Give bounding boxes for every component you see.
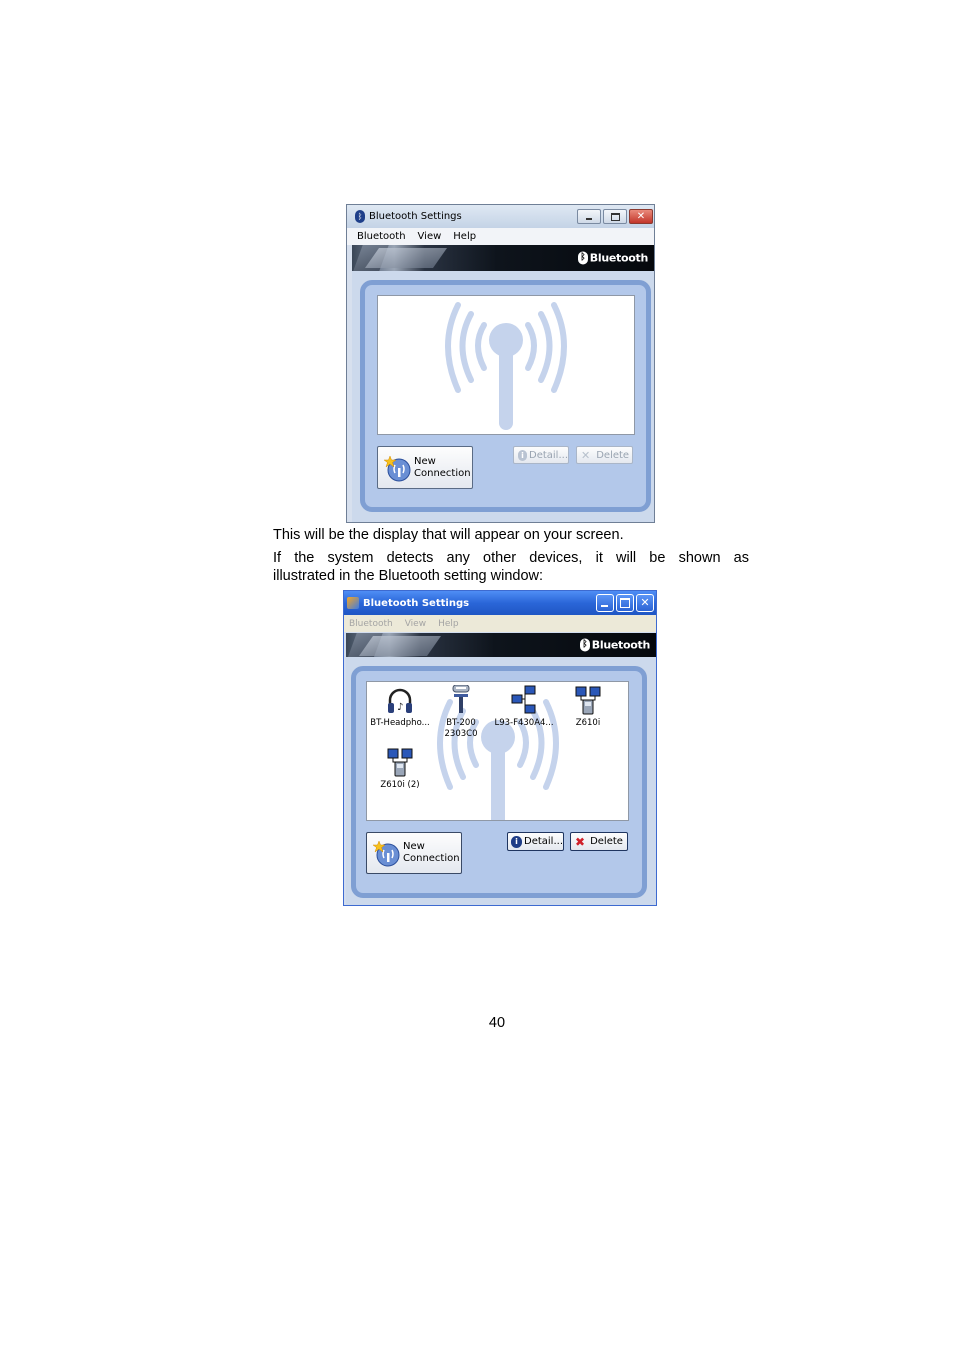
headphones-icon [386,687,414,715]
menu-bar [347,228,654,245]
delete-x-icon: ✕ [581,448,591,462]
device-item-z610i-2[interactable] [366,747,434,791]
detail-button[interactable] [507,832,564,851]
devices-panel [351,666,647,898]
bluetooth-rune-icon: ᛒ [578,252,588,265]
menu-view[interactable]: View [417,231,442,242]
minimize-button[interactable] [596,594,614,612]
maximize-button[interactable] [616,594,634,612]
caption-1: This will be the display that will appear on your screen. [273,527,624,543]
info-icon: i [511,836,522,848]
brand-text: Bluetooth [591,638,650,652]
device-label: Z610i [575,718,601,728]
device-list[interactable] [377,295,635,435]
delete-button[interactable] [576,446,633,464]
window-title: Bluetooth Settings [369,211,462,222]
new-connection-label-line2: Connection [414,467,471,479]
device-label: L93-F430A4... [494,718,554,728]
device-label: Z610i (2) [380,780,420,790]
new-connection-icon [384,454,412,482]
bluetooth-rune-icon: ᛒ [580,639,590,652]
maximize-icon [611,213,620,221]
delete-label: Delete [596,449,630,461]
bluetooth-settings-window-1 [346,204,655,523]
maximize-button[interactable] [603,209,627,224]
window-body [346,657,656,905]
device-item-l93-f430a4[interactable] [490,685,558,729]
minimize-button[interactable] [577,209,601,224]
banner [346,633,656,657]
banner [352,245,654,271]
info-icon: i [518,450,527,461]
device-list[interactable] [366,681,629,821]
brand-text: Bluetooth [589,251,648,265]
close-button[interactable] [629,209,653,224]
bluetooth-brand-logo [580,639,650,652]
menu-bar [344,615,656,632]
bluetooth-brand-logo [578,252,648,265]
menu-bluetooth[interactable]: Bluetooth [349,618,393,629]
phone-pair-icon [386,747,414,777]
bluetooth-settings-window-2 [343,590,657,906]
page-number: 40 [488,1015,506,1031]
minimize-icon [601,605,608,607]
delete-label: Delete [590,836,623,847]
usb-dongle-icon [450,685,472,715]
bluetooth-app-icon [347,597,359,609]
device-label: BT-200 2303C0 [444,718,478,739]
new-connection-button[interactable] [377,446,473,489]
device-item-z610i[interactable] [554,685,622,729]
close-icon: ✕ [640,597,650,609]
title-bar [347,205,654,228]
new-connection-label-line2: Connection [403,853,460,864]
svg-text:♪: ♪ [397,702,404,713]
phone-pair-icon [574,685,602,715]
minimize-icon [586,218,592,220]
devices-panel [360,280,651,512]
close-icon: ✕ [636,211,646,222]
menu-help[interactable]: Help [453,231,477,242]
new-connection-label-line1: New [414,455,436,467]
menu-bluetooth[interactable]: Bluetooth [357,231,406,242]
bluetooth-antenna-watermark-icon [444,300,568,430]
window-title: Bluetooth Settings [363,597,470,609]
detail-label: Detail... [529,449,568,461]
device-item-bt-headphones[interactable] [366,685,434,729]
device-item-bt-200[interactable] [427,685,495,740]
close-button[interactable] [636,594,654,612]
new-connection-label-line1: New [403,841,425,852]
new-connection-button[interactable] [366,832,462,874]
delete-button[interactable] [570,832,628,851]
network-computers-icon [509,685,539,715]
caption-2-line-2: illustrated in the Bluetooth setting window: [273,568,544,584]
new-connection-icon [373,839,401,867]
window-body [352,271,654,522]
caption-2-line-1: If the system detects any other devices, it will be shown as [273,550,749,566]
bluetooth-app-icon: ᛒ [355,210,365,223]
menu-view[interactable]: View [404,618,427,629]
maximize-icon [620,598,630,608]
menu-help[interactable]: Help [438,618,459,629]
device-label: BT-Headpho... [370,718,430,728]
title-bar [344,591,656,615]
delete-x-icon: ✖ [575,834,586,849]
detail-button[interactable] [513,446,569,464]
detail-label: Detail... [524,836,563,847]
